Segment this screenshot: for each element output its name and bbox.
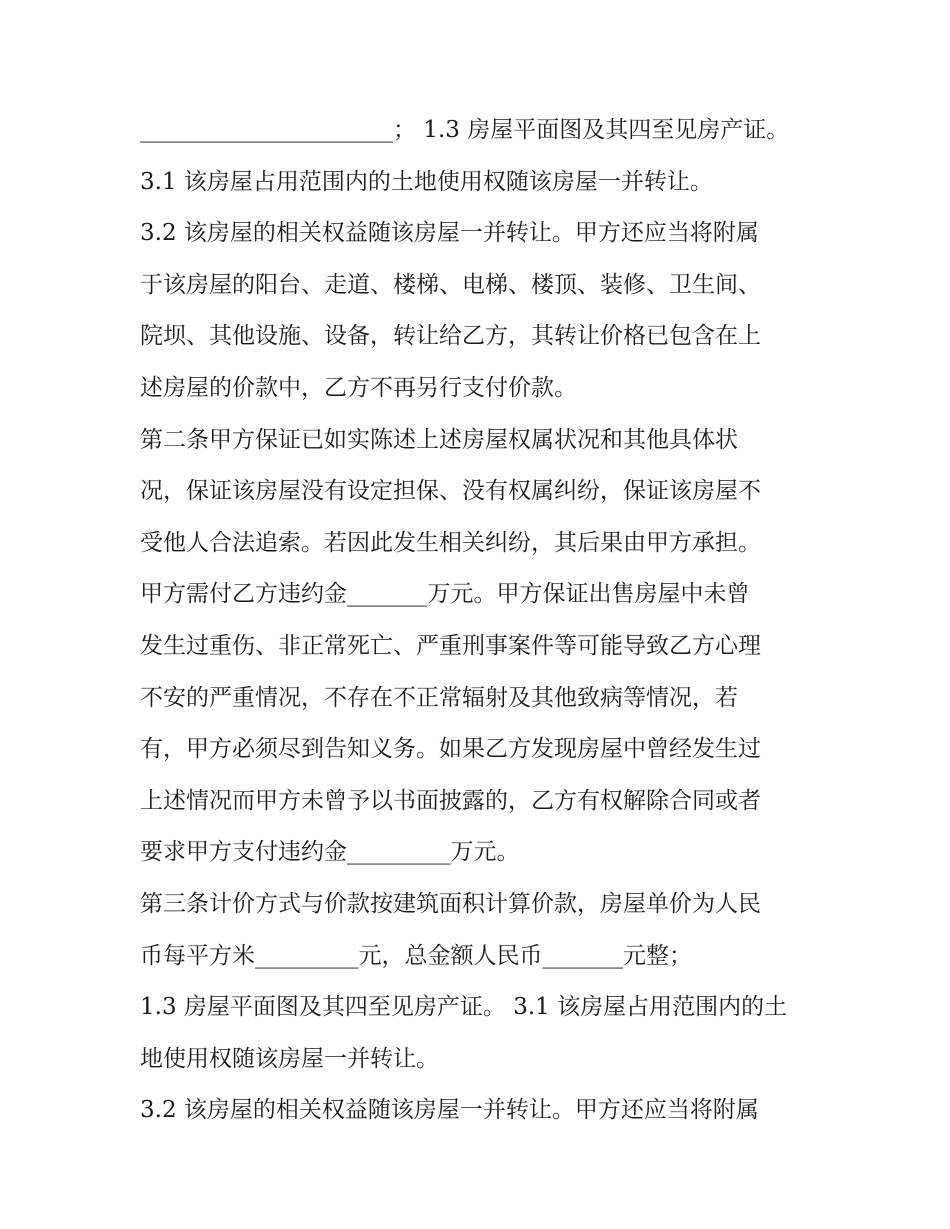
document-line: ______________________； 1.3 房屋平面图及其四至见房产证。 <box>140 117 790 143</box>
document-body <box>140 108 820 1140</box>
document-line: 发生过重伤、非正常死亡、严重刑事案件等可能导致乙方心理 <box>140 632 761 659</box>
document-line: 要求甲方支付违约金_________万元。 <box>140 839 520 866</box>
document-line: 上述情况而甲方未曾予以书面披露的，乙方有权解除合同或者 <box>140 787 761 814</box>
document-line: 有，甲方必须尽到告知义务。如果乙方发现房屋中曾经发生过 <box>140 736 761 763</box>
document-line: 1.3 房屋平面图及其四至见房产证。 3.1 该房屋占用范围内的土 <box>140 994 788 1021</box>
document-line: 币每平方米_________元，总金额人民币_______元整； <box>140 942 692 969</box>
document-line: 第三条计价方式与价款按建筑面积计算价款，房屋单价为人民 <box>140 890 761 917</box>
document-line: 述房屋的价款中，乙方不再另行支付价款。 <box>140 374 577 401</box>
document-line: 院坝、其他设施、设备，转让给乙方，其转让价格已包含在上 <box>140 323 761 350</box>
document-line: 3.2 该房屋的相关权益随该房屋一并转让。甲方还应当将附属 <box>140 220 759 247</box>
document-line: 受他人合法追索。若因此发生相关纠纷，其后果由甲方承担。 <box>140 529 761 556</box>
document-line: 甲方需付乙方违约金_______万元。甲方保证出售房屋中未曾 <box>140 581 750 608</box>
document-line: 3.2 该房屋的相关权益随该房屋一并转让。甲方还应当将附属 <box>140 1097 759 1124</box>
document-line: 况，保证该房屋没有设定担保、没有权属纠纷，保证该房屋不 <box>140 478 761 505</box>
document-line: 第二条甲方保证已如实陈述上述房屋权属状况和其他具体状 <box>140 426 738 453</box>
document-line: 于该房屋的阳台、走道、楼梯、电梯、楼顶、装修、卫生间、 <box>140 271 761 298</box>
document-line: 地使用权随该房屋一并转让。 <box>140 1045 439 1072</box>
document-line: 3.1 该房屋占用范围内的土地使用权随该房屋一并转让。 <box>140 168 713 195</box>
document-line: 不安的严重情况，不存在不正常辐射及其他致病等情况，若 <box>140 684 738 711</box>
